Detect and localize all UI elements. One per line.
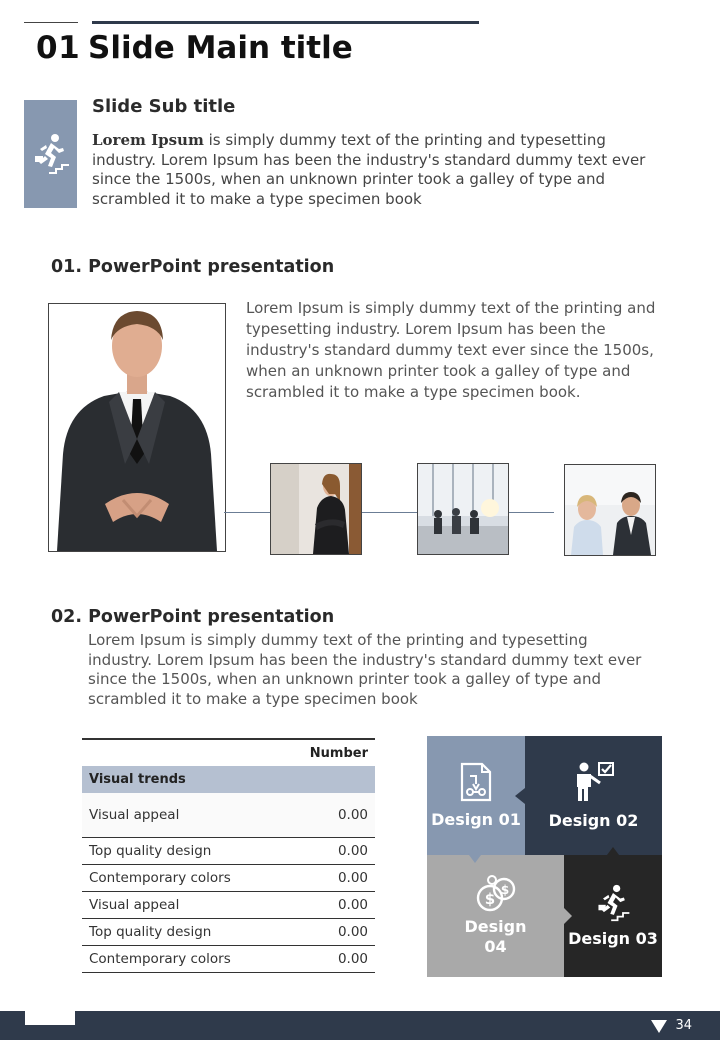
subtitle-icon-block xyxy=(24,100,77,208)
design-04-label-line2: 04 xyxy=(484,937,507,956)
row-label: Visual appeal xyxy=(89,807,180,823)
page-number: 34 xyxy=(675,1018,692,1033)
design-02-label: Design 02 xyxy=(548,810,639,830)
section1-paragraph: Lorem Ipsum is simply dummy text of the printing and typesetting industry. Lorem Ipsum has been the industry's standard dummy text ever since the 1500s, when an unknown printer took a galley of type and scrambled it to make a type specimen book. xyxy=(246,299,656,401)
table-row xyxy=(82,793,375,838)
row-value: 0.00 xyxy=(337,807,368,823)
arrow-d4-to-d3 xyxy=(564,908,572,924)
businessman-photo xyxy=(48,303,226,552)
sub-title: Slide Sub title xyxy=(92,96,236,117)
intro-paragraph xyxy=(92,131,652,209)
column-header-number: Number xyxy=(309,745,368,761)
connector-line-2 xyxy=(361,512,417,513)
design-04-label-line1: Design xyxy=(464,917,527,936)
row-value: 0.00 xyxy=(337,897,368,913)
meeting-room-illustration xyxy=(418,464,508,554)
tile-pointer-arrows xyxy=(427,736,662,977)
table-row xyxy=(82,919,375,946)
table-row xyxy=(82,892,375,919)
row-value: 0.00 xyxy=(337,951,368,967)
triangle-down-icon xyxy=(651,1020,667,1033)
table-row xyxy=(82,865,375,892)
table-row xyxy=(82,946,375,973)
slide-number: 01 xyxy=(36,30,81,66)
design-03-label: Design 03 xyxy=(568,929,658,948)
intro-text: is simply dummy text of the printing and typesetting industry. Lorem Ipsum has been the industry's standard dummy text ever since the 1500s, when an unknown printer took a galley of type and scrambled it to make a type specimen book xyxy=(92,131,646,208)
table-column-header xyxy=(82,740,375,766)
row-label: Contemporary colors xyxy=(89,951,231,967)
header-rule-long xyxy=(92,21,479,24)
svg-text:$: $ xyxy=(484,890,495,908)
row-label: Top quality design xyxy=(89,843,212,859)
row-label: Top quality design xyxy=(89,924,212,940)
section2-heading: 02. PowerPoint presentation xyxy=(51,607,335,627)
header-rule-short xyxy=(24,22,78,23)
business-team-illustration xyxy=(565,465,655,555)
svg-text:$: $ xyxy=(500,883,509,897)
design-grid xyxy=(427,736,662,977)
footer-bar xyxy=(0,1011,720,1040)
section1-heading: 01. PowerPoint presentation xyxy=(51,257,335,277)
row-value: 0.00 xyxy=(337,870,368,886)
table-row xyxy=(82,838,375,865)
arrow-d3-to-d2 xyxy=(607,847,619,855)
row-label: Contemporary colors xyxy=(89,870,231,886)
arrow-d2-to-d1 xyxy=(515,788,525,804)
woman-illustration xyxy=(271,464,361,554)
row-value: 0.00 xyxy=(337,843,368,859)
row-label: Visual appeal xyxy=(89,897,180,913)
meeting-room-photo xyxy=(417,463,509,555)
group-label: Visual trends xyxy=(89,772,186,787)
intro-lead: Lorem Ipsum xyxy=(92,131,204,149)
woman-photo xyxy=(270,463,362,555)
row-value: 0.00 xyxy=(337,924,368,940)
connector-line-3 xyxy=(507,512,554,513)
page-title: Slide Main title xyxy=(88,30,353,66)
arrow-d1-to-d4 xyxy=(469,855,481,863)
running-man-stairs-icon xyxy=(31,132,71,176)
businessman-illustration xyxy=(49,304,225,551)
section2-paragraph: Lorem Ipsum is simply dummy text of the printing and typesetting industry. Lorem Ipsum has been the industry's standard dummy text ever since the 1500s, when an unknown printer took a galley of type and scrambled it to make a type specimen book xyxy=(88,631,642,708)
footer-tab xyxy=(25,1011,75,1025)
connector-line-1 xyxy=(224,512,270,513)
design-01-label: Design 01 xyxy=(431,809,521,829)
table-group-row xyxy=(82,766,375,793)
business-team-photo xyxy=(564,464,656,556)
trends-table xyxy=(82,738,375,973)
